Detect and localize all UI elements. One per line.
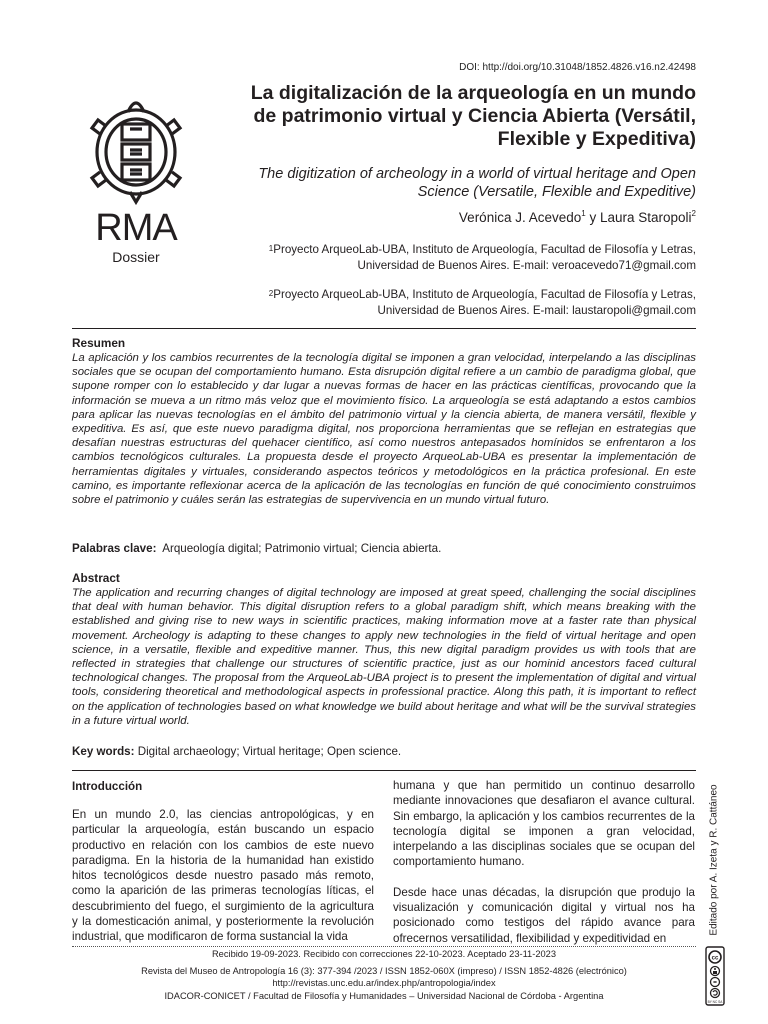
institution-line: IDACOR-CONICET / Facultad de Filosofía y Humanidades – Universidad Nacional de Córdoba - Argentina (164, 990, 604, 1001)
affiliation-marker: 2 (691, 209, 696, 218)
affiliation-line: Proyecto ArqueoLab-UBA, Instituto de Arqueología, Facultad de Filosofía y Letras, (273, 243, 696, 256)
resumen-text: La aplicación y los cambios recurrentes de la tecnología digital se imponen a gran velocidad, interpelando a las disciplinas sociales que se ocupan del comportamiento humano. Esta disrupción digital refiere a un cambio de paradigma global, que supone romper con lo establecido y dar lugar a nuevas formas de hacer en las prácticas científicas, provocando que la información se mueva a un ritmo más veloz que el movimiento físico. La arqueología se está adaptando a estos cambios para aplicar las nuevas tecnologías en el ámbito del patrimonio virtual y la ciencia abierta, de manera versátil, flexible y expeditiva. Es así, que este nuevo paradigma digital, nos proporciona herramientas que se reflejan en estrategias que desafían nuestras estructuras del quehacer científico, así como nuestros antepasados homínidos se enfrentaron a los cambios tecnológicos culturales. La propuesta desde el proyecto ArqueoLab-UBA es presentar la implementación de herramientas digitales y virtuales, considerando aspectos teóricos y metodológicos en la práctica profesional. En este camino, es importante reflexionar acerca de la aplicación de las tecnologías en función de qué conocimiento construimos sobre el patrimonio y cuáles serán las estrategias de supervivencia en un mundo virtual futuro. (72, 352, 696, 507)
author-connector: y (585, 210, 600, 225)
affiliation (216, 242, 696, 274)
body-paragraph: humana y que han permitido un continuo desarrollo mediante innovaciones que desafiaron el avance cultural. Sin embargo, la aplicación y los cambios recurrentes de la tecnología digital se imponen a gran velocidad, interpelando a las disciplinas sociales que se ocupan del comportamiento humano. (393, 779, 695, 869)
keywords-text: Digital archaeology; Virtual heritage; Open science. (137, 745, 402, 758)
affiliation-line: Universidad de Buenos Aires. E-mail: veroacevedo71@gmail.com (357, 259, 696, 272)
body-paragraph: Desde hace unas décadas, la disrupción que produjo la visualización y comunicación digital y virtual nos ha posicionado como testigos del rápido avance para ofrecernos versatilidad, flexibilidad y expeditividad en (393, 885, 695, 945)
divider (72, 770, 696, 771)
intro-heading: Introducción (72, 780, 143, 793)
affiliation-marker: 2 (268, 289, 274, 298)
page-footer (72, 948, 696, 1002)
keywords-text: Arqueología digital; Patrimonio virtual; Ciencia abierta. (162, 542, 442, 555)
author-name: Verónica J. Acevedo (458, 210, 582, 225)
article-title: La digitalización de la arqueología en un mundo de patrimonio virtual y Ciencia Abierta (Versátil, Flexible y Expeditiva) (250, 82, 696, 150)
author-line (226, 210, 696, 225)
keywords-label: Key words: (72, 745, 135, 758)
svg-text:cc: cc (711, 955, 719, 962)
journal-logo-text: RMA (95, 207, 177, 249)
cc-badge-text: BY NC SA (707, 1000, 723, 1004)
editor-note (702, 780, 726, 940)
doi-link[interactable]: DOI: http://doi.org/10.31048/1852.4826.v16.n2.42498 (459, 62, 696, 73)
editor-note-text: Editado por A. Izeta y R. Cattáneo (708, 784, 720, 936)
abstract-heading: Abstract (72, 571, 120, 585)
keywords-es (72, 542, 696, 555)
article-title-english: The digitization of archeology in a world of virtual heritage and Open Science (Versatile, Flexible and Expeditive) (258, 166, 696, 200)
author-name: Laura Staropoli (599, 210, 692, 225)
affiliation-line: Proyecto ArqueoLab-UBA, Instituto de Arqueología, Facultad de Filosofía y Letras, (273, 288, 696, 301)
abstract-text: The application and recurring changes of digital technology are imposed at great speed, challenging the social disciplines that deal with human behavior. This digital disruption refers to a global paradigm shift, which means breaking with the established and giving rise to new ways in scientific practices, making information move at a faster rate than physical movement. Archeology is adapting to these changes to apply new technologies in the field of virtual heritage and open science, in a versatile, flexible and expeditive manner. Thus, this new digital paradigm provides us with tools that are reflected in strategies that challenge our structures of scientific practice, just as our hominid ancestors faced cultural technological changes. The proposal from the ArqueoLab-UBA project is to present the implementation of digital and virtual tools, considering theoretical and methodological aspects in professional practice. Along this path, it is important to reflect on the application of technologies based on what knowledge we build about heritage and what will be the survival strategies in a future virtual world. (72, 587, 696, 727)
cc-license-icon[interactable] (705, 946, 725, 1006)
affiliation-marker: 1 (268, 244, 274, 253)
section-label: Dossier (112, 249, 160, 265)
journal-url[interactable]: http://revistas.unc.edu.ar/index.php/antropologia/index (272, 978, 496, 988)
body-column-left (72, 807, 374, 945)
affiliation (216, 287, 696, 319)
affiliation-line: Universidad de Buenos Aires. E-mail: laustaropoli@gmail.com (377, 304, 696, 317)
keywords-en (72, 745, 696, 758)
divider (72, 946, 696, 947)
keywords-label: Palabras clave: (72, 542, 157, 555)
journal-citation: Revista del Museo de Antropología 16 (3): 377-394 /2023 / ISSN 1852-060X (impreso) / ISSN 1852-4826 (electrónico) (141, 965, 627, 976)
body-paragraph: En un mundo 2.0, las ciencias antropológicas, y en particular la arqueología, están buscando un espacio productivo en relación con los cambios de este nuevo paradigma. En la historia de la humanidad han existido hitos tecnológicos desde nuestro pasado más remoto, como la aparición de las primeras tecnologías líticas, el descubrimiento del fuego, el surgimiento de la agricultura y la domesticación animal, y posteriormente la revolución industrial, que modificaron de forma sustancial la vida (72, 808, 374, 944)
affiliation-marker: 1 (581, 209, 586, 218)
received-dates: Recibido 19-09-2023. Recibido con correcciones 22-10-2023. Aceptado 23-11-2023 (211, 949, 557, 959)
divider (72, 328, 696, 329)
body-column-right (393, 778, 695, 946)
resumen-heading: Resumen (72, 336, 126, 350)
